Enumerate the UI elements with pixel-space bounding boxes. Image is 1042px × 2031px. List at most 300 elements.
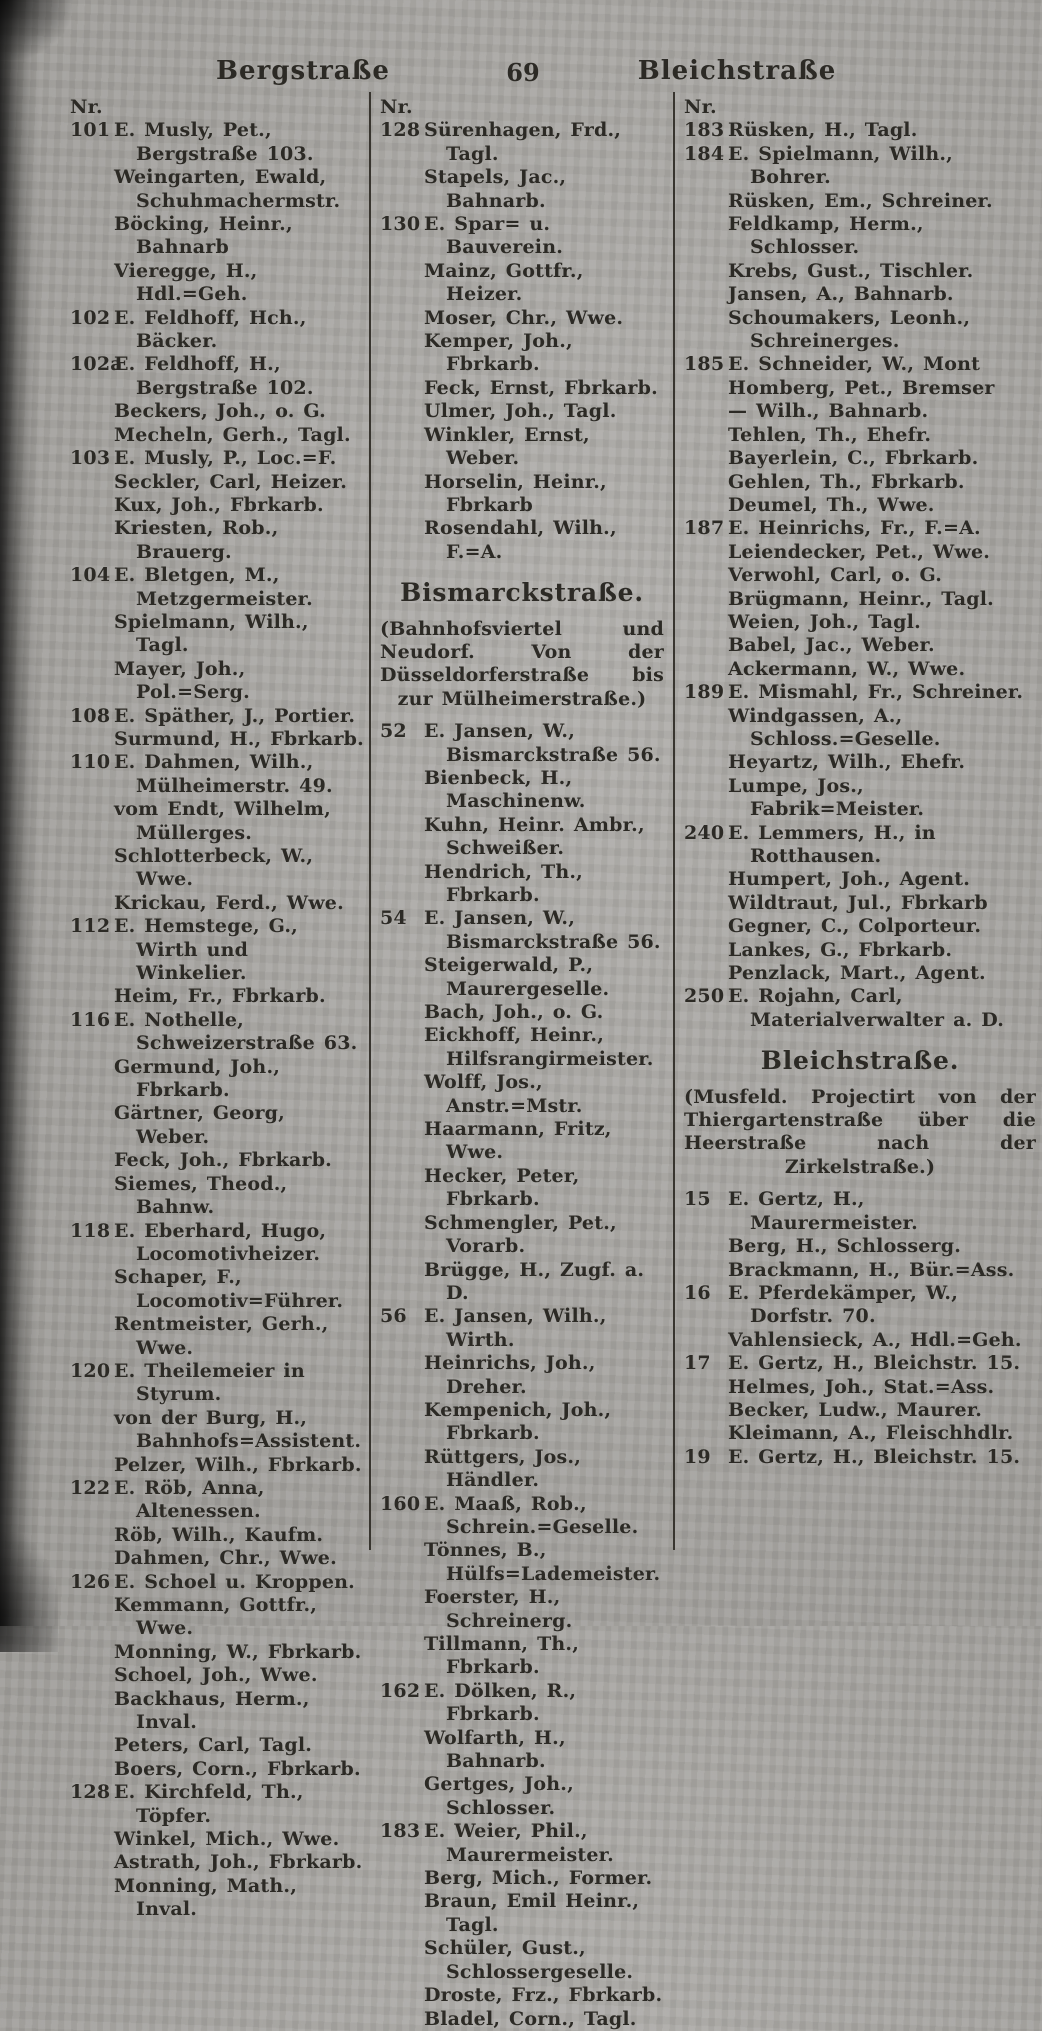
house-number: 118	[70, 1219, 111, 1242]
house-number: 126	[70, 1570, 111, 1593]
directory-column-1	[70, 96, 364, 1922]
house-number: 54	[380, 907, 407, 930]
entry-text: Backhaus, Herm., Inval.	[114, 1687, 310, 1734]
directory-entry	[380, 213, 664, 260]
entry-text: Heyartz, Wilh., Ehefr.	[728, 751, 966, 774]
entry-text: Schaper, F., Locomotiv=Führer.	[114, 1266, 344, 1312]
house-number: 104	[70, 564, 111, 587]
directory-entry	[684, 1188, 1036, 1235]
directory-subentry	[380, 1890, 664, 1937]
entry-text: Gertges, Joh., Schlosser.	[424, 1773, 574, 1819]
directory-subentry	[70, 1102, 364, 1149]
entry-text: Verwohl, Carl, o. G.	[728, 564, 943, 587]
directory-subentry	[70, 1266, 364, 1313]
directory-subentry	[70, 1173, 364, 1220]
house-number: 130	[380, 213, 421, 236]
directory-entry	[70, 353, 364, 400]
entry-text: Haarmann, Fritz, Wwe.	[424, 1118, 612, 1164]
directory-subentry	[380, 1867, 664, 1890]
directory-subentry	[70, 517, 364, 564]
directory-subentry	[684, 260, 1036, 283]
directory-subentry	[684, 962, 1036, 985]
entry-text: E. Nothelle, Schweizerstraße 63.	[114, 1008, 358, 1055]
directory-subentry	[380, 260, 664, 307]
entry-text: Wolff, Jos., Anstr.=Mstr.	[424, 1071, 583, 1117]
directory-subentry	[380, 1071, 664, 1118]
directory-subentry	[70, 1313, 364, 1360]
entry-text: Beckers, Joh., o. G.	[114, 400, 326, 423]
entry-text: E. Rojahn, Carl, Materialverwalter a. D.	[728, 985, 1005, 1031]
directory-subentry	[70, 471, 364, 494]
street-section-header: Bismarckstraße.	[400, 578, 644, 608]
directory-entry	[70, 307, 364, 354]
house-number: 120	[70, 1359, 111, 1382]
directory-subentry	[380, 1773, 664, 1820]
directory-entry	[380, 720, 664, 767]
entry-text: E. Späther, J., Portier.	[114, 704, 356, 727]
directory-subentry	[684, 541, 1036, 564]
entry-text: Foerster, H., Schreinerg.	[424, 1586, 573, 1632]
entry-text: Homberg, Pet., Bremser	[728, 376, 995, 399]
entry-text: Kuhn, Heinr. Ambr., Schweißer.	[424, 813, 645, 860]
directory-subentry	[684, 868, 1036, 891]
entry-text: E. Jansen, W., Bismarckstraße 56.	[424, 720, 661, 766]
directory-subentry	[70, 424, 364, 447]
house-number: 250	[684, 985, 725, 1008]
directory-entry	[70, 447, 364, 470]
directory-subentry	[380, 814, 664, 861]
entry-text: Winkler, Ernst, Weber.	[424, 423, 590, 470]
entry-text: E. Röb, Anna, Altenessen.	[114, 1476, 265, 1523]
directory-subentry	[684, 564, 1036, 587]
entry-text: Schoel, Joh., Wwe.	[114, 1664, 318, 1687]
directory-entry	[70, 1571, 364, 1594]
directory-subentry	[684, 588, 1036, 611]
directory-subentry	[684, 658, 1036, 681]
entry-text: Feck, Joh., Fbrkarb.	[114, 1149, 332, 1172]
directory-subentry	[70, 213, 364, 260]
directory-subentry	[70, 260, 364, 307]
directory-subentry	[70, 400, 364, 423]
house-number: 103	[70, 447, 111, 470]
directory-subentry	[684, 471, 1036, 494]
entry-text: Schoumakers, Leonh., Schreinerges.	[728, 306, 971, 353]
directory-subentry	[684, 1399, 1036, 1422]
directory-subentry	[684, 611, 1036, 634]
entry-text: vom Endt, Wilhelm, Müllerges.	[114, 798, 331, 844]
house-number: 189	[684, 681, 725, 704]
entry-text: Stapels, Jac., Bahnarb.	[424, 166, 567, 212]
entry-text: Schlotterbeck, W., Wwe.	[114, 845, 314, 891]
entry-text: Tönnes, B., Hülfs=Lademeister.	[424, 1539, 661, 1585]
directory-entry	[684, 143, 1036, 190]
entry-text: E. Kirchfeld, Th., Töpfer.	[114, 1781, 304, 1827]
entry-text: Kemmann, Gottfr., Wwe.	[114, 1594, 318, 1640]
entry-text: Feck, Ernst, Fbrkarb.	[424, 376, 658, 399]
entry-text: Kleimann, A., Fleischhdlr.	[728, 1422, 1014, 1445]
house-number: 162	[380, 1679, 421, 1702]
entry-text: Heim, Fr., Fbrkarb.	[114, 985, 326, 1008]
directory-subentry	[684, 377, 1036, 400]
directory-subentry	[70, 798, 364, 845]
directory-subentry	[380, 1001, 664, 1024]
street-section-header: Bleichstraße.	[760, 1046, 960, 1076]
entry-text: — Wilh., Bahnarb.	[728, 400, 929, 423]
directory-entry	[684, 985, 1036, 1032]
directory-entry	[70, 915, 364, 985]
entry-text: E. Gertz, H., Bleichstr. 15.	[728, 1352, 1021, 1375]
entry-text: E. Dölken, R., Fbrkarb.	[424, 1679, 577, 1726]
house-number: 112	[70, 915, 111, 938]
directory-entry	[380, 1493, 664, 1540]
entry-text: Lankes, G., Fbrkarb.	[728, 938, 953, 961]
entry-text: Mayer, Joh., Pol.=Serg.	[114, 657, 250, 704]
directory-entry	[70, 1220, 364, 1267]
directory-subentry	[684, 447, 1036, 470]
directory-subentry	[684, 1329, 1036, 1352]
directory-entry	[380, 1680, 664, 1727]
entry-text: Dahmen, Chr., Wwe.	[114, 1547, 337, 1570]
directory-subentry	[684, 775, 1036, 822]
directory-subentry	[380, 400, 664, 423]
house-number: 160	[380, 1492, 421, 1515]
entry-text: Deumel, Th., Wwe.	[728, 493, 935, 516]
directory-subentry	[380, 954, 664, 1001]
entry-text: Ulmer, Joh., Tagl.	[424, 400, 617, 423]
directory-entry	[684, 119, 1036, 142]
directory-subentry	[70, 728, 364, 751]
entry-text: Brügmann, Heinr., Tagl.	[728, 587, 994, 610]
directory-subentry	[380, 1352, 664, 1399]
entry-text: Brackmann, H., Bür.=Ass.	[728, 1258, 1015, 1281]
entry-text: Rüsken, H., Tagl.	[728, 119, 918, 142]
entry-text: Windgassen, A., Schloss.=Geselle.	[728, 704, 941, 750]
directory-subentry	[380, 1399, 664, 1446]
entry-text: Weien, Joh., Tagl.	[728, 610, 921, 633]
entry-text: Hecker, Peter, Fbrkarb.	[424, 1164, 580, 1211]
directory-subentry	[70, 658, 364, 705]
entry-text: E. Musly, P., Loc.=F.	[114, 447, 337, 470]
entry-text: Mecheln, Gerh., Tagl.	[114, 423, 351, 446]
entry-text: Röb, Wilh., Kaufm.	[114, 1523, 324, 1546]
directory-subentry	[380, 1212, 664, 1259]
house-number: 183	[380, 1820, 421, 1843]
entry-text: E. Gertz, H., Maurermeister.	[728, 1188, 918, 1234]
directory-subentry	[684, 915, 1036, 938]
directory-subentry	[684, 1376, 1036, 1399]
entry-text: Gärtner, Georg, Weber.	[114, 1102, 285, 1148]
entry-text: Braun, Emil Heinr., Tagl.	[424, 1890, 640, 1936]
entry-text: Ackermann, W., Wwe.	[728, 657, 966, 680]
directory-subentry	[684, 1259, 1036, 1282]
house-number: 187	[684, 517, 725, 540]
entry-text: Bayerlein, C., Fbrkarb.	[728, 447, 979, 470]
directory-entry	[70, 564, 364, 611]
directory-subentry	[70, 985, 364, 1008]
house-number: 240	[684, 821, 725, 844]
directory-subentry	[380, 1118, 664, 1165]
entry-text: E. Bletgen, M., Metzgermeister.	[114, 564, 313, 610]
entry-text: Wildtraut, Jul., Fbrkarb	[728, 891, 988, 914]
house-number: 102	[70, 306, 111, 329]
running-header-right-street: Bleichstraße	[637, 56, 837, 86]
book-binding-shadow	[0, 0, 40, 1626]
directory-subentry	[380, 307, 664, 330]
entry-text: Droste, Frz., Fbrkarb.	[424, 1984, 663, 2007]
directory-entry	[70, 1360, 364, 1407]
directory-subentry	[380, 1539, 664, 1586]
nr-column-label: Nr.	[380, 96, 413, 118]
directory-entry	[380, 1820, 664, 1867]
directory-entry	[684, 822, 1036, 869]
directory-subentry	[684, 1235, 1036, 1258]
directory-subentry	[380, 1446, 664, 1493]
entry-text: Tillmann, Th., Fbrkarb.	[424, 1633, 580, 1679]
house-number: 15	[684, 1188, 711, 1211]
entry-text: E. Gertz, H., Bleichstr. 15.	[728, 1445, 1021, 1468]
entry-text: Wolfarth, H., Bahnarb.	[424, 1726, 566, 1773]
entry-text: Heinrichs, Joh., Dreher.	[424, 1352, 596, 1398]
entry-text: E. Pferdekämper, W., Dorfstr. 70.	[728, 1281, 959, 1328]
directory-subentry	[380, 1727, 664, 1774]
street-intro-note: (Musfeld. Projectirt von der Thiergartenstraße über die Heerstraße nach der Zirkelstraße.)	[684, 1085, 1036, 1178]
entry-text: Monning, Math., Inval.	[114, 1874, 298, 1921]
column-divider-right	[673, 92, 675, 1550]
directory-entry	[684, 1352, 1036, 1375]
entry-text: Moser, Chr., Wwe.	[424, 306, 624, 329]
directory-entry	[684, 1282, 1036, 1329]
entry-text: E. Feldhoff, H., Bergstraße 102.	[114, 353, 314, 399]
directory-subentry	[70, 611, 364, 658]
entry-text: Rentmeister, Gerh., Wwe.	[114, 1313, 329, 1359]
entry-text: Astrath, Joh., Fbrkarb.	[114, 1851, 363, 1874]
directory-subentry	[380, 330, 664, 377]
entry-text: Sürenhagen, Frd., Tagl.	[424, 119, 622, 165]
entry-text: Schüler, Gust., Schlossergeselle.	[424, 1937, 634, 1983]
entry-text: E. Mismahl, Fr., Schreiner.	[728, 681, 1024, 704]
directory-subentry	[684, 283, 1036, 306]
entry-text: Kux, Joh., Fbrkarb.	[114, 493, 324, 516]
scan-corner-smudge-top	[0, 0, 72, 60]
entry-text: Babel, Jac., Weber.	[728, 634, 935, 657]
entry-text: E. Feldhoff, Hch., Bäcker.	[114, 306, 307, 353]
directory-subentry	[70, 1828, 364, 1851]
entry-text: Surmund, H., Fbrkarb.	[114, 727, 364, 750]
entry-text: Monning, W., Fbrkarb.	[114, 1640, 362, 1663]
entry-text: Siemes, Theod., Bahnw.	[114, 1172, 288, 1219]
entry-text: E. Maaß, Rob., Schrein.=Geselle.	[424, 1492, 639, 1538]
entry-text: E. Jansen, Wilh., Wirth.	[424, 1305, 607, 1351]
entry-text: Penzlack, Mart., Agent.	[728, 962, 986, 985]
directory-entry	[380, 119, 664, 166]
directory-entry	[684, 353, 1036, 376]
directory-subentry	[380, 424, 664, 471]
house-number: 185	[684, 353, 725, 376]
directory-entry	[380, 907, 664, 954]
directory-subentry	[70, 1851, 364, 1874]
entry-text: E. Spielmann, Wilh., Bohrer.	[728, 142, 953, 189]
house-number: 19	[684, 1445, 711, 1468]
directory-subentry	[70, 1875, 364, 1922]
directory-subentry	[380, 1259, 664, 1306]
directory-subentry	[70, 845, 364, 892]
entry-text: Rosendahl, Wilh., F.=A.	[424, 517, 617, 563]
directory-subentry	[70, 1664, 364, 1687]
house-number: 128	[380, 119, 421, 142]
directory-subentry	[70, 1547, 364, 1570]
entry-text: Rüttgers, Jos., Händler.	[424, 1445, 582, 1492]
directory-entry	[380, 1305, 664, 1352]
directory-entry	[70, 1009, 364, 1056]
nr-column-label: Nr.	[684, 96, 717, 118]
entry-text: Humpert, Joh., Agent.	[728, 868, 971, 891]
directory-subentry	[380, 166, 664, 213]
directory-subentry	[380, 767, 664, 814]
entry-text: Vieregge, H., Hdl.=Geh.	[114, 259, 258, 306]
directory-subentry	[684, 213, 1036, 260]
entry-text: Kemper, Joh., Fbrkarb.	[424, 330, 573, 376]
entry-text: E. Theilemeier in Styrum.	[114, 1359, 305, 1406]
directory-subentry	[684, 1422, 1036, 1445]
directory-subentry	[70, 1594, 364, 1641]
directory-subentry	[70, 1407, 364, 1454]
entry-text: Seckler, Carl, Heizer.	[114, 470, 348, 493]
house-number: 108	[70, 704, 111, 727]
directory-entry	[684, 517, 1036, 540]
house-number: 56	[380, 1305, 407, 1328]
directory-subentry	[380, 2008, 664, 2031]
entry-text: Gehlen, Th., Fbrkarb.	[728, 470, 965, 493]
entry-text: E. Eberhard, Hugo, Locomotivheizer.	[114, 1219, 327, 1265]
directory-entry	[70, 1477, 364, 1524]
entry-text: E. Schneider, W., Mont	[728, 353, 981, 376]
entry-text: Boers, Corn., Fbrkarb.	[114, 1757, 361, 1780]
house-number: 116	[70, 1008, 111, 1031]
directory-entry	[684, 681, 1036, 704]
directory-entry	[684, 1446, 1036, 1469]
entry-text: Schmengler, Pet., Vorarb.	[424, 1211, 617, 1258]
house-number: 110	[70, 751, 111, 774]
directory-subentry	[684, 307, 1036, 354]
entry-text: Berg, H., Schlosserg.	[728, 1235, 962, 1258]
entry-text: E. Jansen, W., Bismarckstraße 56.	[424, 907, 661, 953]
entry-text: Eickhoff, Heinr., Hilfsrangirmeister.	[424, 1024, 654, 1070]
directory-subentry	[70, 1524, 364, 1547]
entry-text: Feldkamp, Herm., Schlosser.	[728, 213, 924, 259]
entry-text: Horselin, Heinr., Fbrkarb	[424, 470, 607, 516]
house-number: 122	[70, 1476, 111, 1499]
page-number: 69	[506, 58, 540, 87]
directory-subentry	[380, 1984, 664, 2007]
directory-subentry	[684, 634, 1036, 657]
directory-subentry	[70, 1688, 364, 1735]
entry-text: E. Weier, Phil., Maurermeister.	[424, 1820, 614, 1866]
entry-text: von der Burg, H., Bahnhofs=Assistent.	[114, 1406, 362, 1453]
entry-text: Spielmann, Wilh., Tagl.	[114, 610, 309, 657]
entry-text: E. Heinrichs, Fr., F.=A.	[728, 517, 981, 540]
entry-text: Leiendecker, Pet., Wwe.	[728, 540, 991, 563]
entry-text: Bach, Joh., o. G.	[424, 1001, 604, 1024]
directory-subentry	[70, 1454, 364, 1477]
directory-subentry	[684, 892, 1036, 915]
entry-text: E. Hemstege, G., Wirth und Winkelier.	[114, 915, 298, 985]
house-number: 128	[70, 1781, 111, 1804]
directory-subentry	[380, 1937, 664, 1984]
entry-text: E. Schoel u. Kroppen.	[114, 1570, 355, 1593]
entry-text: Weingarten, Ewald, Schuhmachermstr.	[114, 166, 341, 212]
house-number: 17	[684, 1352, 711, 1375]
entry-text: Böcking, Heinr., Bahnarb	[114, 213, 293, 259]
entry-text: Helmes, Joh., Stat.=Ass.	[728, 1375, 995, 1398]
entry-text: E. Spar= u. Bauverein.	[424, 213, 564, 259]
directory-subentry	[380, 471, 664, 518]
directory-subentry	[70, 494, 364, 517]
entry-text: Kempenich, Joh., Fbrkarb.	[424, 1398, 612, 1445]
entry-text: Peters, Carl, Tagl.	[114, 1734, 313, 1757]
house-number: 184	[684, 142, 725, 165]
directory-subentry	[380, 1633, 664, 1680]
house-number: 101	[70, 119, 111, 142]
directory-subentry	[70, 1641, 364, 1664]
entry-text: Rüsken, Em., Schreiner.	[728, 189, 993, 212]
directory-entry	[70, 119, 364, 166]
directory-entry	[70, 751, 364, 798]
entry-text: Vahlensieck, A., Hdl.=Geh.	[728, 1328, 1022, 1351]
directory-subentry	[684, 494, 1036, 517]
directory-subentry	[70, 1758, 364, 1781]
directory-subentry	[380, 517, 664, 564]
directory-subentry	[684, 705, 1036, 752]
directory-entry	[70, 1781, 364, 1828]
directory-subentry	[380, 1024, 664, 1071]
directory-subentry	[70, 1056, 364, 1103]
scan-corner-smudge-bottom	[0, 1532, 58, 1652]
directory-subentry	[684, 424, 1036, 447]
entry-text: Tehlen, Th., Ehefr.	[728, 423, 932, 446]
directory-column-3	[684, 96, 1036, 1469]
column-divider-left	[369, 92, 371, 1550]
directory-subentry	[70, 166, 364, 213]
house-number: 183	[684, 119, 725, 142]
directory-subentry	[684, 939, 1036, 962]
entry-text: E. Dahmen, Wilh., Mülheimerstr. 49.	[114, 751, 333, 797]
directory-subentry	[70, 1734, 364, 1757]
entry-text: Pelzer, Wilh., Fbrkarb.	[114, 1453, 362, 1476]
entry-text: Mainz, Gottfr., Heizer.	[424, 259, 584, 306]
running-header-left-street: Bergstraße	[216, 56, 390, 86]
house-number: 102a	[70, 353, 123, 376]
entry-text: Germund, Joh., Fbrkarb.	[114, 1055, 281, 1102]
directory-subentry	[684, 400, 1036, 423]
entry-text: Bladel, Corn., Tagl.	[424, 2007, 637, 2030]
entry-text: E. Musly, Pet., Bergstraße 103.	[114, 119, 314, 165]
nr-column-label: Nr.	[70, 96, 103, 118]
directory-subentry	[70, 892, 364, 915]
directory-subentry	[380, 861, 664, 908]
house-number: 16	[684, 1281, 711, 1304]
entry-text: Winkel, Mich., Wwe.	[114, 1828, 340, 1851]
entry-text: Berg, Mich., Former.	[424, 1867, 653, 1890]
entry-text: Krickau, Ferd., Wwe.	[114, 891, 344, 914]
directory-subentry	[70, 1149, 364, 1172]
entry-text: Jansen, A., Bahnarb.	[728, 283, 954, 306]
entry-text: E. Lemmers, H., in Rotthausen.	[728, 821, 936, 867]
directory-subentry	[684, 190, 1036, 213]
entry-text: Brügge, H., Zugf. a. D.	[424, 1258, 645, 1304]
entry-text: Steigerwald, P., Maurergeselle.	[424, 954, 610, 1000]
directory-subentry	[380, 377, 664, 400]
directory-column-2	[380, 96, 664, 2031]
